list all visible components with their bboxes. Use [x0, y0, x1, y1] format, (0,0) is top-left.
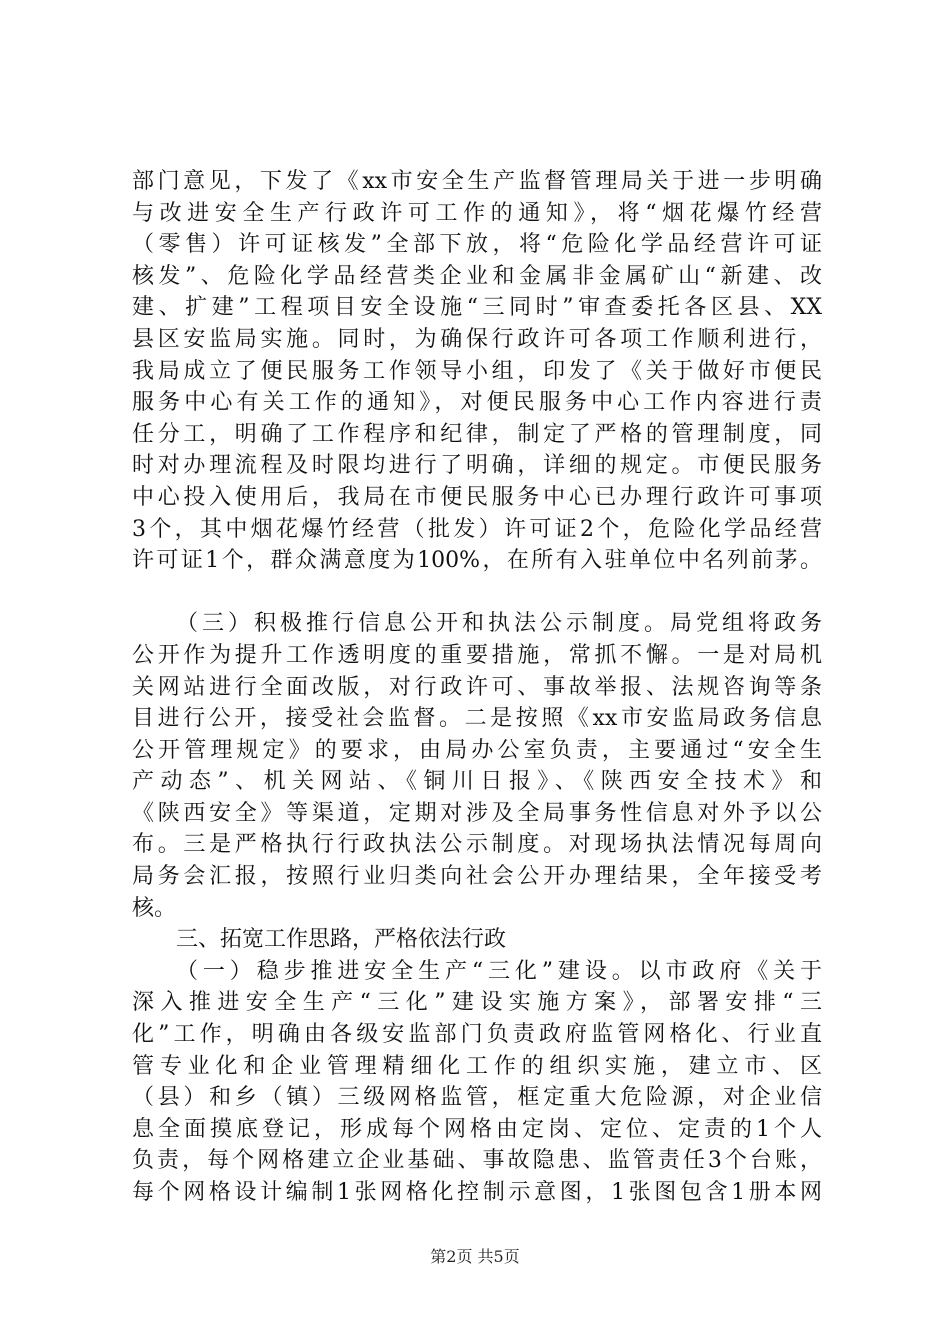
text-line: 产动态”、机关网站、《铜川日报》、《陕西安全技术》和	[132, 769, 822, 795]
text-line: 与改进安全生产行政许可工作的通知》，将“烟花爆竹经营	[132, 200, 822, 226]
text-line: 许可证1个，群众满意度为100%，在所有入驻单位中名列前茅。	[132, 548, 822, 574]
text-line: 深入推进安全生产“三化”建设实施方案》，部署安排“三	[132, 990, 822, 1016]
document-body	[132, 166, 822, 1209]
text-line: 《陕西安全》等渠道，定期对涉及全局事务性信息对外予以公	[132, 800, 822, 826]
text-line: （一）稳步推进安全生产“三化”建设。以市政府《关于	[176, 958, 822, 984]
text-line: 部门意见，下发了《xx市安全生产监督管理局关于进一步明确	[132, 169, 822, 194]
text-line: （三）积极推行信息公开和执法公示制度。局党组将政务	[176, 611, 822, 637]
text-line: 建、扩建”工程项目安全设施“三同时”审查委托各区县、XX	[132, 295, 822, 321]
text-line: 公开作为提升工作透明度的重要措施，常抓不懈。一是对局机	[132, 642, 822, 668]
text-line: （县）和乡（镇）三级网格监管，框定重大危险源，对企业信	[132, 1085, 822, 1111]
text-line: 负责，每个网格建立企业基础、事故隐患、监管责任3个台账，	[132, 1148, 822, 1174]
text-line: 核。	[132, 895, 177, 921]
text-line: 3个，其中烟花爆竹经营（批发）许可证2个，危险化学品经营	[132, 516, 822, 542]
text-line: （零售）许可证核发”全部下放，将“危险化学品经营许可证	[132, 232, 822, 258]
text-line: 县区安监局实施。同时，为确保行政许可各项工作顺利进行，	[132, 326, 822, 352]
text-line: 局务会汇报，按照行业归类向社会公开办理结果，全年接受考	[132, 864, 822, 890]
text-line: 息全面摸底登记，形成每个网格由定岗、定位、定责的1个人	[132, 1116, 822, 1142]
paragraph-2	[132, 608, 822, 924]
text-line: 目进行公开，接受社会监督。二是按照《xx市安监局政务信息	[132, 706, 822, 732]
text-line: 任分工，明确了工作程序和纪律，制定了严格的管理制度，同	[132, 421, 822, 447]
text-line: 时对办理流程及时限均进行了明确，详细的规定。市便民服务	[132, 453, 822, 479]
paragraph-spacer	[132, 577, 822, 609]
text-line: 我局成立了便民服务工作领导小组，印发了《关于做好市便民	[132, 358, 822, 384]
text-line: 服务中心有关工作的通知》，对便民服务中心工作内容进行责	[132, 390, 822, 416]
text-line: 布。三是严格执行行政执法公示制度。对现场执法情况每周向	[132, 832, 822, 858]
section-heading: 三、拓宽工作思路，严格依法行政	[176, 927, 507, 953]
text-line: 关网站进行全面改版，对行政许可、事故举报、法规咨询等条	[132, 674, 822, 700]
page-number-footer: 第2页 共5页	[430, 1247, 520, 1266]
paragraph-1	[132, 166, 822, 577]
paragraph-3	[132, 956, 822, 1209]
text-line: 核发”、危险化学品经营类企业和金属非金属矿山“新建、改	[132, 263, 822, 289]
text-line: 公开管理规定》的要求，由局办公室负责，主要通过“安全生	[132, 737, 822, 763]
text-line: 化”工作，明确由各级安监部门负责政府监管网格化、行业直	[132, 1022, 822, 1048]
text-line: 管专业化和企业管理精细化工作的组织实施，建立市、区	[132, 1053, 822, 1079]
text-line: 每个网格设计编制1张网格化控制示意图，1张图包含1册本网	[132, 1180, 822, 1205]
text-line: 中心投入使用后，我局在市便民服务中心已办理行政许可事项	[132, 484, 822, 510]
